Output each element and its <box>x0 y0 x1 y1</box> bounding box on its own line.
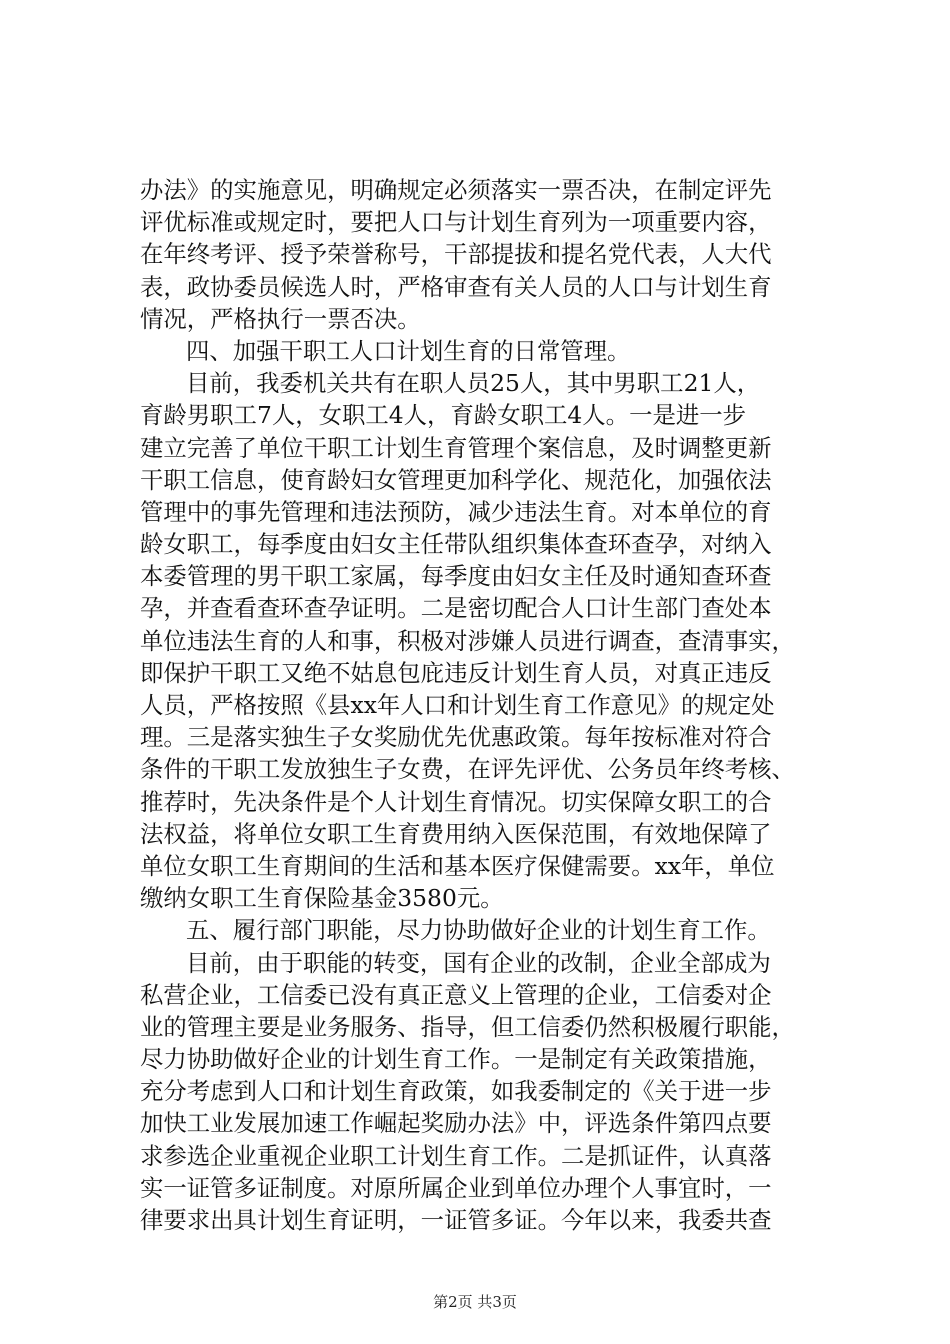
text-line: 人员，严格按照《县xx年人口和计划生育工作意见》的规定处 <box>140 691 775 719</box>
text-line: 推荐时，先决条件是个人计划生育情况。切实保障女职工的合 <box>140 787 772 816</box>
page-number: 第2页 共3页 <box>433 1293 517 1311</box>
text-line: 求参选企业重视企业职工计划生育工作。二是抓证件，认真落 <box>140 1141 772 1170</box>
text-line: 在年终考评、授予荣誉称号，干部提拔和提名党代表，人大代 <box>140 240 772 269</box>
text-line: 龄女职工，每季度由妇女主任带队组织集体查环查孕，对纳入 <box>140 530 772 559</box>
text-line: 加快工业发展加速工作崛起奖励办法》中，评选条件第四点要 <box>140 1109 772 1138</box>
text-line: 条件的干职工发放独生子女费，在评先评优、公务员年终考核、 <box>140 755 795 784</box>
text-line: 育龄男职工7人，女职工4人，育龄女职工4人。一是进一步 <box>140 401 747 430</box>
text-line: 即保护干职工又绝不姑息包庇违反计划生育人员，对真正违反 <box>140 658 772 687</box>
text-line: 单位违法生育的人和事，积极对涉嫌人员进行调查，查清事实， <box>140 626 795 655</box>
text-line: 充分考虑到人口和计划生育政策，如我委制定的《关于进一步 <box>140 1077 772 1106</box>
text-line: 实一证管多证制度。对原所属企业到单位办理个人事宜时，一 <box>140 1173 772 1202</box>
text-line: 建立完善了单位干职工计划生育管理个案信息，及时调整更新 <box>140 433 772 462</box>
text-line: 评优标准或规定时，要把人口与计划生育列为一项重要内容， <box>140 208 772 237</box>
page-footer <box>0 1291 950 1312</box>
text-line: 干职工信息，使育龄妇女管理更加科学化、规范化，加强依法 <box>140 465 772 494</box>
text-line: 目前，我委机关共有在职人员25人，其中男职工21人， <box>186 369 761 398</box>
text-line: 缴纳女职工生育保险基金3580元。 <box>140 884 504 913</box>
text-line: 情况，严格执行一票否决。 <box>140 304 421 333</box>
text-line: 目前，由于职能的转变，国有企业的改制，企业全部成为 <box>186 948 771 977</box>
text-line: 单位女职工生育期间的生活和基本医疗保健需要。xx年，单位 <box>140 851 775 880</box>
text-line: 本委管理的男干职工家属，每季度由妇女主任及时通知查环查 <box>140 562 772 591</box>
text-line: 表，政协委员候选人时，严格审查有关人员的人口与计划生育 <box>140 272 772 301</box>
text-line: 尽力协助做好企业的计划生育工作。一是制定有关政策措施， <box>140 1045 772 1074</box>
section-heading: 五、履行部门职能，尽力协助做好企业的计划生育工作。 <box>186 916 771 945</box>
text-line: 孕，并查看查环查孕证明。二是密切配合人口计生部门查处本 <box>140 594 772 623</box>
document-body <box>140 174 820 1236</box>
text-line: 管理中的事先管理和违法预防，减少违法生育。对本单位的育 <box>140 497 772 526</box>
section-heading: 四、加强干职工人口计划生育的日常管理。 <box>186 336 631 365</box>
text-line: 业的管理主要是业务服务、指导，但工信委仍然积极履行职能， <box>140 1012 795 1041</box>
text-line: 理。三是落实独生子女奖励优先优惠政策。每年按标准对符合 <box>140 723 772 752</box>
text-line: 律要求出具计划生育证明，一证管多证。今年以来，我委共查 <box>140 1206 772 1234</box>
text-line: 私营企业，工信委已没有真正意义上管理的企业，工信委对企 <box>140 980 772 1009</box>
text-line: 办法》的实施意见，明确规定必须落实一票否决，在制定评先 <box>140 176 772 204</box>
text-line: 法权益，将单位女职工生育费用纳入医保范围，有效地保障了 <box>140 819 772 848</box>
